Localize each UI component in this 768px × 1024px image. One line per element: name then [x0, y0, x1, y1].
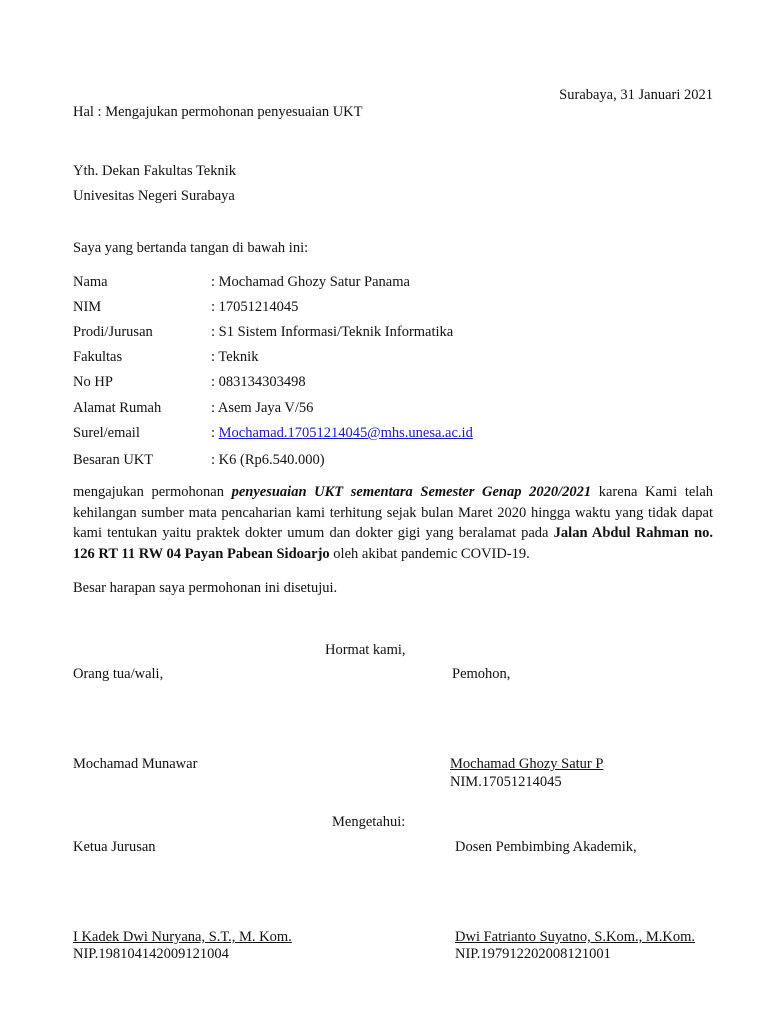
field-value: : Mochamad Ghozy Satur Panama — [211, 274, 410, 290]
letter-subject: Hal : Mengajukan permohonan penyesuaian UKT — [73, 104, 363, 120]
field-value: : 083134303498 — [211, 374, 306, 390]
email-link[interactable]: Mochamad.17051214045@mhs.unesa.ac.id — [218, 425, 473, 441]
head-name: I Kadek Dwi Nuryana, S.T., M. Kom. — [73, 929, 292, 945]
recipient-line-1: Yth. Dekan Fakultas Teknik — [73, 163, 237, 179]
field-label: Alamat Rumah — [73, 400, 162, 416]
regards-text: Hormat kami, — [325, 642, 406, 658]
body-part: mengajukan permohonan — [73, 484, 232, 500]
email-prefix: : — [211, 425, 219, 441]
advisor-title: Dosen Pembimbing Akademik, — [455, 839, 637, 855]
advisor-name: Dwi Fatrianto Suyatno, S.Kom., M.Kom. — [455, 929, 696, 945]
field-label: Surel/email — [73, 425, 140, 441]
acknowledged-text: Mengetahui: — [332, 814, 406, 830]
applicant-nim: NIM.17051214045 — [450, 774, 562, 790]
body-paragraph — [73, 482, 713, 564]
advisor-nip: NIP.197912202008121001 — [455, 946, 611, 962]
field-label: Prodi/Jurusan — [73, 324, 153, 340]
applicant-title: Pemohon, — [452, 666, 511, 682]
body-part: karena Kami telah kehilangan sumber mata pencaharian kami terhitung sejak bulan Maret 2020 hingga waktu yang tidak dapat kami tentukan yaitu praktek dokter umum dan dokter gigi yang beralamat pada — [73, 484, 714, 541]
closing-text: Besar harapan saya permohonan ini disetujui. — [73, 580, 338, 596]
guardian-title: Orang tua/wali, — [73, 666, 164, 682]
field-label: No HP — [73, 374, 113, 390]
recipient-line-2: Univesitas Negeri Surabaya — [73, 188, 235, 204]
intro-text: Saya yang bertanda tangan di bawah ini: — [73, 240, 309, 256]
field-value — [211, 424, 473, 442]
field-label: Fakultas — [73, 349, 123, 365]
field-value: : Asem Jaya V/56 — [211, 400, 314, 416]
letter-date: Surabaya, 31 Januari 2021 — [559, 87, 713, 103]
field-label: Besaran UKT — [73, 452, 154, 468]
body-emphasis: penyesuaian UKT sementara Semester Genap 2020/2021 — [231, 484, 592, 500]
field-label: NIM — [73, 299, 102, 315]
field-value: : S1 Sistem Informasi/Teknik Informatika — [211, 324, 454, 340]
guardian-name: Mochamad Munawar — [73, 756, 198, 772]
applicant-name: Mochamad Ghozy Satur P — [450, 756, 604, 772]
body-address: Jalan Abdul Rahman no. 126 RT 11 RW 04 Payan Pabean Sidoarjo — [73, 525, 714, 562]
head-nip: NIP.198104142009121004 — [73, 946, 229, 962]
field-value: : Teknik — [211, 349, 259, 365]
field-value: : K6 (Rp6.540.000) — [211, 452, 325, 468]
head-title: Ketua Jurusan — [73, 839, 156, 855]
body-part: oleh akibat pandemic COVID-19. — [329, 545, 530, 562]
field-label: Nama — [73, 274, 108, 290]
field-value: : 17051214045 — [211, 299, 299, 315]
